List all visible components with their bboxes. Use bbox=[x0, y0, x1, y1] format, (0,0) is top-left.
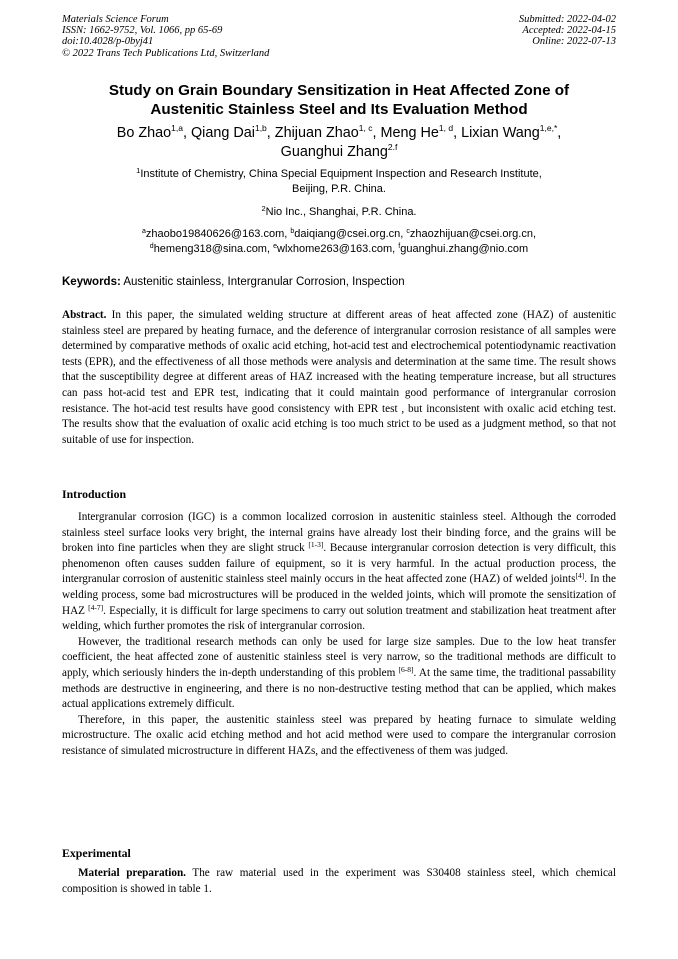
experimental-body bbox=[62, 866, 616, 897]
copyright: © 2022 Trans Tech Publications Ltd, Switzerland bbox=[62, 47, 270, 59]
citation[interactable]: [4] bbox=[575, 571, 585, 581]
paragraph-text: . In the welding process, some bad microstructures will be produced in the welded joints, which will promote the sensitization of HAZ bbox=[62, 573, 616, 617]
affiliation-marker: 2 bbox=[261, 204, 266, 213]
paragraph-text: Intergranular corrosion (IGC) is a common localized corrosion in austenitic stainless steel. Although the corroded stainless steel surface looks very bright, the internal grains have already lost their binding force, and the grains will be broken into fine particles when they are slight struck bbox=[62, 511, 616, 555]
email-marker: a bbox=[141, 228, 146, 235]
author-list: Bo Zhao$^{1,a}$, Qiang Dai$^{1,b}$, Zhijuan Zhao$^{1, c}$, Meng He$^{1, d}$, Lixian Wang$^{1,e,*}$, Guanghui Zhang$^{2.f}$ bbox=[116, 123, 562, 160]
author-affiliation-marker: 1, c bbox=[358, 123, 373, 133]
email-link[interactable]: hemeng318@sina.com bbox=[153, 242, 267, 255]
paragraph bbox=[62, 510, 616, 635]
email-link[interactable]: daiqiang@csei.org.cn bbox=[294, 228, 401, 240]
email-list: $^a$zhaobo19840626@163.com, $^b$daiqiang@csei.org.cn, $^c$zhaozhijuan@csei.org.cn, $^d$hemeng318@sina.com, $^e$wlxhome263@163.com, $^f$guanghui.zhang@nio.com bbox=[141, 228, 537, 255]
paragraph-text: . At the same time, the traditional passability methods are destructive in engineering, and there is no non-destructive testing method that can be applied, which makes actual applications extremely difficult. bbox=[62, 666, 616, 711]
keywords-text: Austenitic stainless, Intergranular Corrosion, Inspection bbox=[120, 276, 405, 288]
abstract bbox=[62, 308, 616, 448]
affiliation-2-text: Nio Inc., Shanghai, P.R. China. bbox=[265, 206, 417, 218]
citation[interactable]: [1-3] bbox=[308, 540, 324, 550]
subsection-label: Material preparation. bbox=[78, 867, 186, 879]
author-name: Qiang Dai bbox=[190, 125, 255, 141]
email-marker: e bbox=[273, 242, 278, 250]
affiliation-2 bbox=[62, 205, 616, 220]
author-affiliation-marker: 2.f bbox=[387, 142, 398, 152]
keywords bbox=[62, 275, 616, 289]
author-name: Lixian Wang bbox=[461, 125, 540, 141]
journal-name: Materials Science Forum bbox=[62, 14, 169, 25]
email-link[interactable]: zhaozhijuan@csei.org.cn bbox=[409, 228, 533, 240]
paragraph-text: . Especially, it is difficult for large specimens to carry out solution treatment and stabilization heat treatment after welding, which further promotes the risk of intergranular corrosion. bbox=[62, 604, 617, 633]
author-name: Bo Zhao bbox=[116, 125, 172, 141]
abstract-text: In this paper, the simulated welding structure at different areas of heat affected zone (HAZ) of austenitic stainless steel are prepared by heating furnace, and the deference of intergranular corrosion resistance of all samples were determined by comparative methods of oxalic acid etching, hot-acid test and electrochemical potentiodynamic reactivation tests (EPR), and the effectiveness of all those methods were analysis and determination at the same time. The result shows that the susceptibility degree at different areas of HAZ increased with the heating temperature increase, but all structures can pass hot-acid test and EPR test, indicating that it could maintain good performance of intergranular corrosion resistance. The hot-acid test results have good consistency with EPR test , but inconsistent with oxalic acid etching test. The results show that the evaluation of oxalic acid etching is too much strict to be used as a judgment method, so that not suitable of use for inspection. bbox=[62, 309, 616, 446]
issn: ISSN: 1662-9752, Vol. 1066, pp 65-69 bbox=[62, 25, 223, 37]
email-link[interactable]: zhaobo19840626@163.com bbox=[145, 228, 285, 240]
email-marker: d bbox=[149, 242, 154, 250]
online-date: Online: 2022-07-13 bbox=[532, 36, 616, 48]
paragraph: Therefore, in this paper, the austenitic stainless steel was prepared by heating furnace to simulate welding microstructure. The oxalic acid etching method and hot acid method were used to compare the intergranular corrosion resistance of simulated microstructure in different HAZs, and the effectiveness of them was judged. bbox=[62, 713, 616, 757]
author-name: Guanghui Zhang bbox=[280, 144, 388, 160]
email-link[interactable]: wlxhome263@163.com bbox=[277, 242, 393, 255]
abstract-label: Abstract. bbox=[62, 309, 107, 321]
author-name: Zhijuan Zhao bbox=[274, 125, 359, 141]
author-affiliation-marker: 1,b bbox=[254, 123, 267, 133]
doi: doi:10.4028/p-0byj41 bbox=[62, 36, 154, 48]
accepted-date: Accepted: 2022-04-15 bbox=[522, 25, 616, 37]
citation[interactable]: [4-7] bbox=[88, 602, 104, 612]
author-affiliation-marker: 1,a bbox=[171, 123, 183, 133]
affiliation-1-line-1: Institute of Chemistry, China Special Equipment Inspection and Research Institute, bbox=[140, 168, 542, 180]
affiliation-1 bbox=[62, 167, 616, 196]
author-name: Meng He bbox=[380, 125, 439, 141]
author-affiliation-marker: 1,e,* bbox=[539, 123, 558, 133]
email-marker: c bbox=[406, 228, 410, 235]
affiliation-1-line-2: Beijing, P.R. China. bbox=[292, 182, 386, 195]
section-heading-experimental: Experimental bbox=[62, 846, 131, 860]
title-line-2: Austenitic Stainless Steel and Its Evaluation Method bbox=[150, 101, 528, 118]
citation[interactable]: [6-8] bbox=[398, 664, 414, 674]
author-affiliation-marker: 1, d bbox=[438, 123, 454, 133]
title-line-1: Study on Grain Boundary Sensitization in Heat Affected Zone of bbox=[108, 82, 570, 99]
paragraph-text: . Because intergranular corrosion detection is very difficult, this phenomenon often causes sudden failure of equipment, so it is very harmful. In the actual production process, the intergranular corrosion of austenitic stainless steel mainly occurs in the heat affected zone (HAZ) of welded joints bbox=[62, 542, 616, 586]
submitted-date: Submitted: 2022-04-02 bbox=[518, 14, 616, 25]
email-link[interactable]: guanghui.zhang@nio.com bbox=[400, 242, 529, 255]
email-marker: b bbox=[290, 228, 295, 235]
paragraph bbox=[62, 635, 616, 713]
affiliation-marker: 1 bbox=[136, 166, 141, 175]
journal-info bbox=[62, 14, 269, 59]
paragraph-text: However, the traditional research methods can only be used for large size samples. Due to the low heat transfer coefficient, the heat affected zone of austenitic stainless steel is very narrow, so the traditional methods are difficult to apply, which seriously hinders the in-depth understanding of this problem bbox=[62, 635, 616, 679]
keywords-label: Keywords: bbox=[62, 276, 121, 288]
paragraph-text: The raw material used in the experiment was S30408 stainless steel, which chemical composition is showed in table 1. bbox=[62, 867, 616, 895]
introduction-body bbox=[62, 510, 616, 760]
paragraph bbox=[62, 866, 616, 897]
paper-title bbox=[40, 81, 638, 119]
section-heading-introduction: Introduction bbox=[62, 487, 127, 501]
publication-dates bbox=[519, 14, 616, 48]
email-marker: f bbox=[398, 242, 401, 250]
